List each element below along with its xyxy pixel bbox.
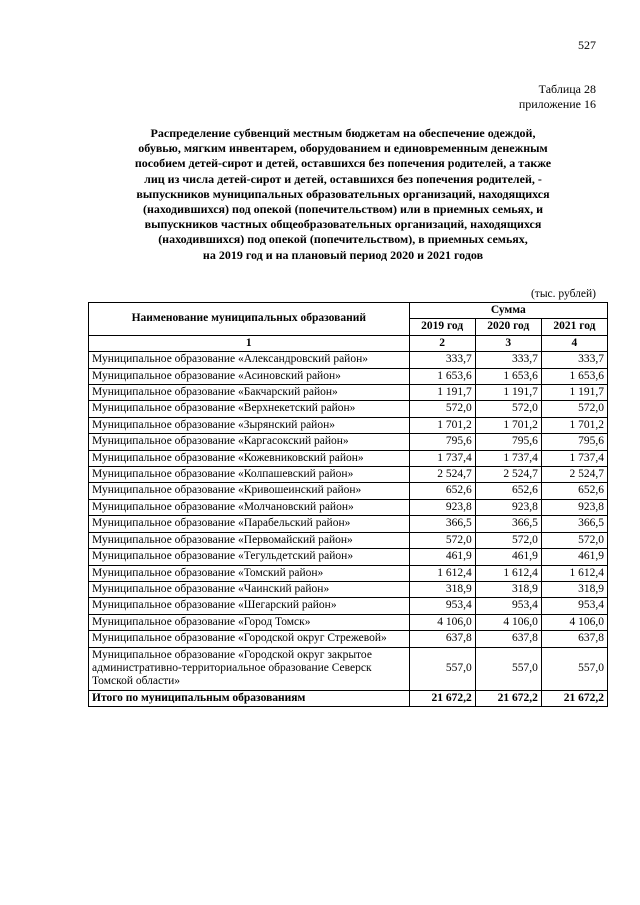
table-row [89, 581, 608, 597]
table-row [89, 516, 608, 532]
table-row [89, 352, 608, 368]
table-row [89, 434, 608, 450]
total-2020: 21 672,2 [475, 690, 541, 706]
value-2020: 557,0 [475, 647, 541, 690]
value-2019: 461,9 [409, 549, 475, 565]
title-line: (находившихся) под опекой (попечительством), в приемных семьях, [158, 232, 528, 247]
value-2021: 2 524,7 [541, 467, 607, 483]
value-2020: 366,5 [475, 516, 541, 532]
table-row [89, 614, 608, 630]
value-2019: 1 653,6 [409, 368, 475, 384]
header-year: 2020 год [475, 319, 541, 335]
table-label: Таблица 28 [538, 82, 596, 96]
municipality-name: Муниципальное образование «Асиновский район» [89, 368, 410, 384]
value-2019: 923,8 [409, 499, 475, 515]
total-2019: 21 672,2 [409, 690, 475, 706]
value-2020: 652,6 [475, 483, 541, 499]
table-row [89, 401, 608, 417]
value-2020: 953,4 [475, 598, 541, 614]
table-row [89, 467, 608, 483]
value-2021: 795,6 [541, 434, 607, 450]
municipality-name: Муниципальное образование «Кривошеинский район» [89, 483, 410, 499]
value-2019: 652,6 [409, 483, 475, 499]
value-2021: 333,7 [541, 352, 607, 368]
value-2021: 4 106,0 [541, 614, 607, 630]
value-2021: 366,5 [541, 516, 607, 532]
value-2021: 572,0 [541, 532, 607, 548]
municipality-name: Муниципальное образование «Парабельский район» [89, 516, 410, 532]
value-2020: 1 653,6 [475, 368, 541, 384]
municipality-name: Муниципальное образование «Колпашевский район» [89, 467, 410, 483]
table-row [89, 647, 608, 690]
value-2020: 1 737,4 [475, 450, 541, 466]
value-2021: 652,6 [541, 483, 607, 499]
units-label: (тыс. рублей) [530, 288, 596, 300]
value-2019: 366,5 [409, 516, 475, 532]
municipality-name: Муниципальное образование «Каргасокский район» [89, 434, 410, 450]
total-2021: 21 672,2 [541, 690, 607, 706]
municipality-name: Муниципальное образование «Чаинский район» [89, 581, 410, 597]
value-2020: 2 524,7 [475, 467, 541, 483]
title-line: пособием детей-сирот и детей, оставшихся без попечения родителей, а также [134, 156, 552, 171]
value-2020: 333,7 [475, 352, 541, 368]
table-row [89, 417, 608, 433]
table-row [89, 532, 608, 548]
value-2020: 637,8 [475, 631, 541, 647]
value-2021: 923,8 [541, 499, 607, 515]
value-2019: 4 106,0 [409, 614, 475, 630]
value-2021: 1 191,7 [541, 385, 607, 401]
header-name: Наименование муниципальных образований [89, 303, 410, 336]
value-2020: 318,9 [475, 581, 541, 597]
title-line: лиц из числа детей-сирот и детей, оставшихся без попечения родителей, - [144, 171, 542, 186]
value-2019: 637,8 [409, 631, 475, 647]
value-2019: 1 737,4 [409, 450, 475, 466]
title-line: выпускников муниципальных образовательных организаций, находящихся [136, 186, 550, 201]
table-row [89, 483, 608, 499]
title-line: (находившихся) под опекой (попечительством) или в приемных семьях, и [142, 202, 544, 217]
page-number: 527 [578, 38, 596, 52]
value-2021: 1 701,2 [541, 417, 607, 433]
table-row [89, 499, 608, 515]
value-2020: 572,0 [475, 532, 541, 548]
municipality-name: Муниципальное образование «Зырянский район» [89, 417, 410, 433]
value-2019: 557,0 [409, 647, 475, 690]
subvention-table [88, 302, 608, 707]
header-year: 2019 год [409, 319, 475, 335]
value-2019: 1 612,4 [409, 565, 475, 581]
column-index: 1 [89, 335, 410, 351]
value-2019: 333,7 [409, 352, 475, 368]
title-line: Распределение субвенций местным бюджетам на обеспечение одеждой, [150, 126, 536, 140]
municipality-name: Муниципальное образование «Шегарский район» [89, 598, 410, 614]
value-2019: 1 701,2 [409, 417, 475, 433]
municipality-name: Муниципальное образование «Молчановский район» [89, 499, 410, 515]
municipality-name: Муниципальное образование «Первомайский район» [89, 532, 410, 548]
table-row [89, 450, 608, 466]
value-2021: 637,8 [541, 631, 607, 647]
municipality-name: Муниципальное образование «Томский район» [89, 565, 410, 581]
appendix-label: приложение 16 [518, 97, 596, 111]
value-2020: 572,0 [475, 401, 541, 417]
value-2021: 1 653,6 [541, 368, 607, 384]
value-2020: 1 191,7 [475, 385, 541, 401]
total-label: Итого по муниципальным образованиям [89, 690, 410, 706]
value-2021: 1 737,4 [541, 450, 607, 466]
total-row [89, 690, 608, 706]
table-row [89, 385, 608, 401]
column-index: 3 [475, 335, 541, 351]
value-2020: 923,8 [475, 499, 541, 515]
value-2021: 461,9 [541, 549, 607, 565]
value-2019: 572,0 [409, 401, 475, 417]
municipality-name: Муниципальное образование «Тегульдетский район» [89, 549, 410, 565]
municipality-name: Муниципальное образование «Александровский район» [89, 352, 410, 368]
municipality-name: Муниципальное образование «Городской округ Стрежевой» [89, 631, 410, 647]
value-2019: 795,6 [409, 434, 475, 450]
value-2019: 572,0 [409, 532, 475, 548]
title-line: на 2019 год и на плановый период 2020 и 2021 годов [202, 247, 484, 262]
document-title [88, 126, 598, 263]
value-2020: 1 612,4 [475, 565, 541, 581]
column-index: 2 [409, 335, 475, 351]
value-2020: 4 106,0 [475, 614, 541, 630]
value-2020: 1 701,2 [475, 417, 541, 433]
table-row [89, 631, 608, 647]
value-2021: 1 612,4 [541, 565, 607, 581]
value-2019: 318,9 [409, 581, 475, 597]
value-2019: 1 191,7 [409, 385, 475, 401]
value-2020: 461,9 [475, 549, 541, 565]
municipality-name: Муниципальное образование «Кожевниковский район» [89, 450, 410, 466]
municipality-name: Муниципальное образование «Город Томск» [89, 614, 410, 630]
table-caption [519, 82, 596, 112]
municipality-name: Муниципальное образование «Верхнекетский район» [89, 401, 410, 417]
header-sum: Сумма [409, 303, 607, 319]
table-row [89, 549, 608, 565]
table-row [89, 598, 608, 614]
value-2021: 572,0 [541, 401, 607, 417]
title-line: обувью, мягким инвентарем, оборудованием и единовременным денежным [138, 141, 548, 156]
value-2021: 953,4 [541, 598, 607, 614]
value-2019: 953,4 [409, 598, 475, 614]
value-2019: 2 524,7 [409, 467, 475, 483]
column-index: 4 [541, 335, 607, 351]
title-line: выпускников частных общеобразовательных организаций, находящихся [144, 217, 542, 232]
value-2021: 557,0 [541, 647, 607, 690]
header-year: 2021 год [541, 319, 607, 335]
value-2020: 795,6 [475, 434, 541, 450]
municipality-name: Муниципальное образование «Городской округ закрытое административно-территориальное образование Северск Томской области» [89, 647, 410, 690]
table-row [89, 368, 608, 384]
table-row [89, 565, 608, 581]
value-2021: 318,9 [541, 581, 607, 597]
municipality-name: Муниципальное образование «Бакчарский район» [89, 385, 410, 401]
